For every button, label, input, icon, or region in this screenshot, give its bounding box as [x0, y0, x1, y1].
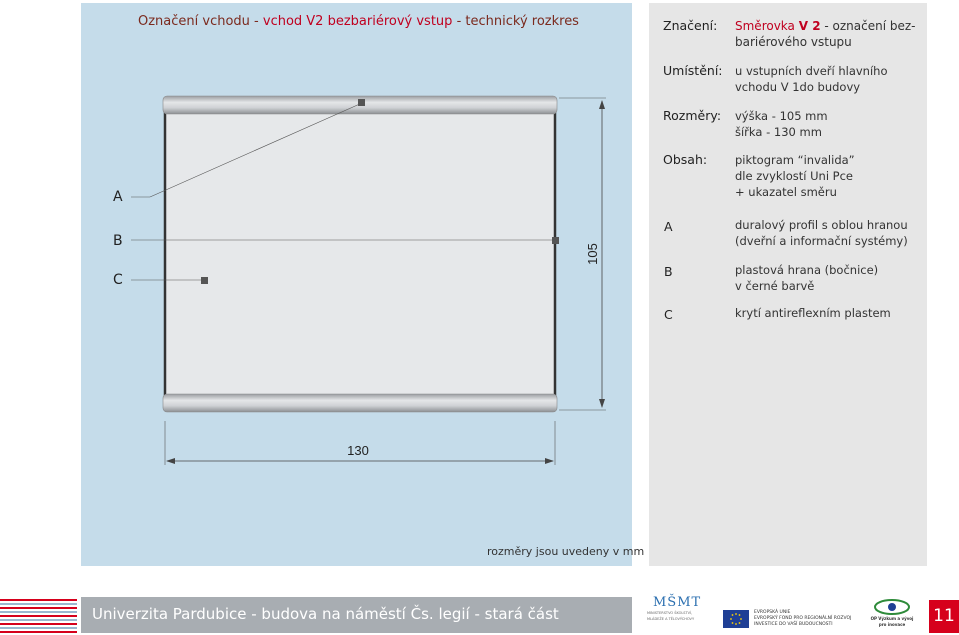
- oznaceni-value: Směrovka V 2 - označení bez- bariérového vstupu: [735, 19, 916, 49]
- rozmery-label: Rozměry:: [663, 108, 722, 123]
- part-b-letter: B: [664, 264, 673, 279]
- height-dimension-label: 105: [585, 243, 600, 265]
- part-c-desc: krytí antireflexním plastem: [735, 306, 891, 320]
- part-a-desc: duralový profil s oblou hranou (dveřní a informační systémy): [735, 218, 908, 248]
- eu-text: EVROPSKÁ UNIE EVROPSKÝ FOND PRO REGIONÁLNÍ ROZVOJ INVESTICE DO VAŠÍ BUDOUCNOSTI: [754, 610, 852, 627]
- rozmery-value: výška - 105 mm šířka - 130 mm: [735, 109, 828, 139]
- units-note: rozměry jsou uvedeny v mm: [487, 545, 645, 558]
- part-c-letter: C: [664, 307, 673, 322]
- umisteni-value: u vstupních dveří hlavního vchodu V 1do budovy: [735, 64, 888, 94]
- page-number: 11: [929, 600, 959, 633]
- obsah-label: Obsah:: [663, 152, 708, 167]
- msmt-logo: MŠMT MINISTERSTVO ŠKOLSTVÍ, MLÁDEŽE A TĚLOVÝCHOVY: [647, 595, 702, 621]
- marker-b: [552, 237, 559, 244]
- bottom-rail: [163, 394, 557, 412]
- oznaceni-label: Značení:: [663, 18, 718, 33]
- page-title: Označení vchodu - vchod V2 bezbariérový vstup - technický rozkres: [138, 14, 579, 29]
- drawing-label-b: B: [113, 233, 123, 249]
- eu-flag-icon: [723, 610, 749, 628]
- obsah-value: piktogram “invalida” dle zvyklostí Uni Pce + ukazatel směru: [735, 153, 855, 199]
- marker-c: [201, 277, 208, 284]
- sign-body: [165, 112, 555, 396]
- part-a-letter: A: [664, 219, 673, 234]
- umisteni-label: Umístění:: [663, 63, 723, 78]
- drawing-label-a: A: [113, 189, 123, 205]
- footer-text: Univerzita Pardubice - budova na náměstí Čs. legií - stará část: [92, 605, 559, 623]
- drawing-label-c: C: [113, 272, 123, 288]
- footer-stripes: [0, 599, 77, 633]
- width-dimension-label: 130: [347, 443, 369, 458]
- part-b-desc: plastová hrana (bočnice) v černé barvě: [735, 263, 879, 293]
- marker-a: [358, 99, 365, 106]
- op-vavpi-logo: OP Výzkum a vývoj pro inovace: [870, 596, 914, 632]
